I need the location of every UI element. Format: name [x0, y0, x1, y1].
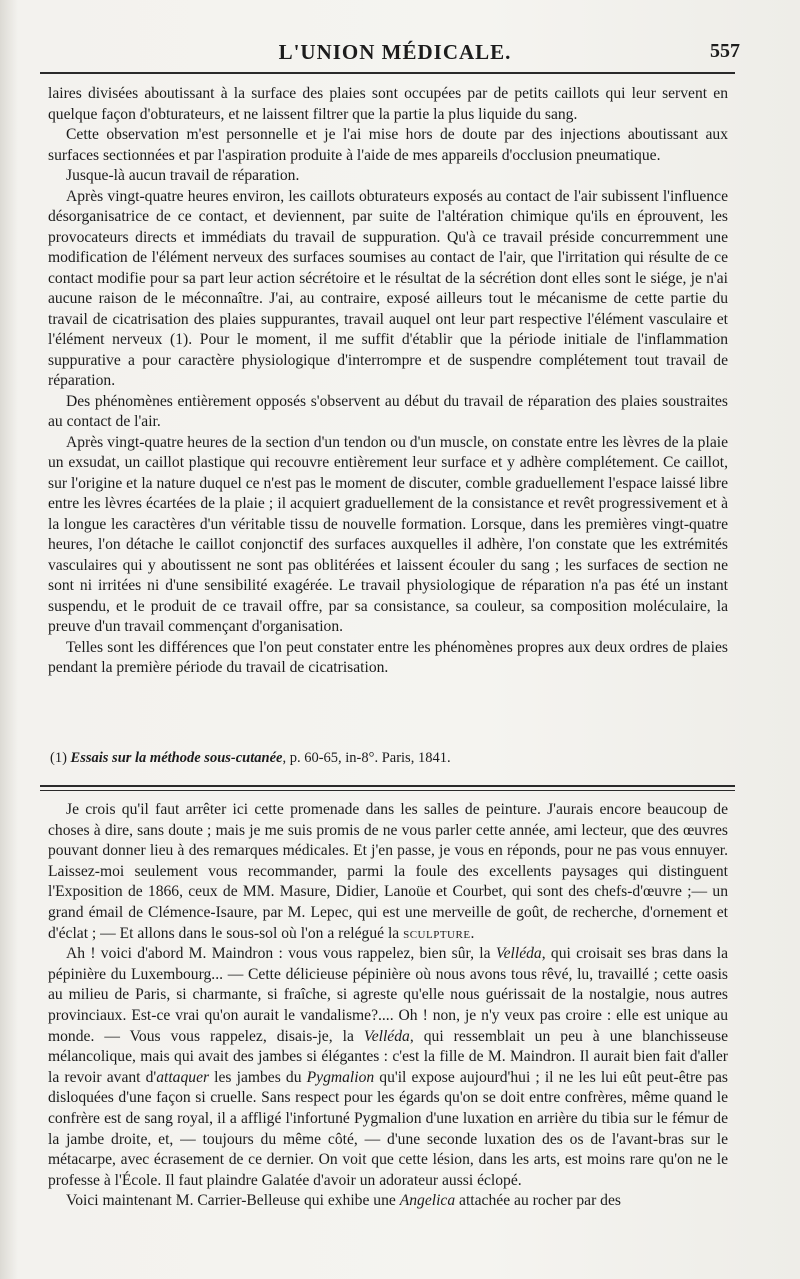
medical-article: [48, 84, 728, 679]
paragraph: [48, 800, 728, 944]
paragraph-text: Je crois qu'il faut arrêter ici cette promenade dans les salles de peinture. J'aurais encore beaucoup de choses à dire, sans doute ; mais je me suis promis de ne vous parler cette année, ami lecteur, que des œuvres pouvant donner lieu à des remarques médicales. Et j'en passe, je vous en réponds, pour ne pas vous ennuyer. Laissez-moi seulement vous recommander, parmi la foule des excellents paysages qui distinguent l'Exposition de 1866, ceux de MM. Masure, Didier, Lanoüe et Courbet, qui sont des chefs-d'œuvre ;— un grand émail de Clémence-Isaure, par M. Lepec, qui est une merveille de goût, de recherche, d'ornement et d'éclat ; — Et allons dans le sous-sol où l'on a relégué la: [48, 801, 728, 942]
paragraph-text: , qui croisait ses bras dans la pépinière du Luxembourg... — Cette délicieuse pépinière où nous avons tous rêvé, lu, travaillé ; cette oasis au milieu de Paris, si charmante, si fraîche, si agreste qu'elle nous guérissait de la nostalgie, nous autres provinciaux. Est-ce vrai qu'on aurait le vandalisme?.... Oh ! non, je n'y veux pas croire : elle est unique au monde. — Vous vous rappelez, disais-je, la: [48, 945, 728, 1045]
paragraph-text: , qui ressemblait un peu à une blanchisseuse mélancolique, mais qui avait des jambes si élégantes : c'est la fille de M. Maindron. Il aurait bien fait d'aller la revoir avant d': [48, 1027, 728, 1086]
italic-velleda: Velléda: [495, 945, 542, 963]
footnote-rest: , p. 60-65, in-8°. Paris, 1841.: [282, 750, 451, 766]
paragraph-text: qu'il expose aujourd'hui ; il ne les lui eût peut-être pas disloquées d'une façon si cruelle. Sans respect pour les égards qu'on se doit entre confrères, même quand le confrère est de sang royal, il a affligé l'infortuné Pygmalion d'une luxation en arrière du tibia sur le fémur de la jambe droite, et, — toujours du même côté, — d'une seconde luxation des os de l'avant-bras sur le métacarpe, avec écrasement de ce dernier. On voit que cette lésion, dans les arts, est moins rare qu'on ne le professe à l'École. Il faut plaindre Galatée d'avoir un adorateur aussi éclopé.: [48, 1068, 728, 1189]
paragraph: Telles sont les différences que l'on peut constater entre les phénomènes propres aux deux ordres de plaies pendant la première période du travail de cicatrisation.: [48, 638, 728, 676]
paragraph: laires divisées aboutissant à la surface des plaies sont occupées par de petits caillots qui leur servent en quelque façon d'obturateurs, et ne laissent filtrer que la partie la plus liquide du sang.: [48, 85, 728, 123]
paragraph-text: Voici maintenant M. Carrier-Belleuse qui exhibe une: [66, 1192, 400, 1210]
header-rule: [40, 72, 735, 74]
paragraph: Cette observation m'est personnelle et je l'ai mise hors de doute par des injections aboutissant aux surfaces sectionnées et par l'aspiration produite à l'aide de mes appareils d'occlusion pneumatique.: [48, 126, 728, 164]
running-title: L'UNION MÉDICALE.: [278, 40, 512, 64]
italic-angelica: Angelica: [399, 1192, 456, 1210]
paragraph-text: Ah ! voici d'abord M. Maindron : vous vous rappelez, bien sûr, la: [66, 945, 496, 963]
italic-attaquer: attaquer: [156, 1068, 210, 1086]
page-number: 557: [710, 40, 740, 62]
paragraph-text: les jambes du: [209, 1068, 307, 1086]
paragraph: [48, 944, 728, 1191]
paragraph: Après vingt-quatre heures de la section d'un tendon ou d'un muscle, on constate entre les lèvres de la plaie un exsudat, un caillot plastique qui recouvre entièrement leur surface et y adhère complétement. Ce caillot, sur l'origine et la nature duquel ce n'est pas le moment de discuter, comble graduellement l'espace laissé libre entre les lèvres écartées de la plaie ; il acquiert graduellement de la consistance et revêt progressivement et à la longue les caractères d'un véritable tissu de nouvelle formation. Lorsque, dans les premières vingt-quatre heures, l'on détache le caillot conjonctif des surfaces auxquelles il adhère, l'on constate que les extrémités vasculaires qui y aboutissent ne sont pas oblitérées et laissent écouler du sang ; les surfaces de section ne sont ni irritées ni d'une sensibilité exagérée. Le travail physiologique de réparation n'a pas été un instant suspendu, et le produit de ce travail offre, par sa consistance, sa couleur, sa composition moléculaire, la preuve d'un travail commençant d'organisation.: [48, 433, 728, 635]
paragraph-text: attachée au rocher par des: [455, 1192, 621, 1210]
footnote-title: Essais sur la méthode sous-cutanée: [70, 750, 283, 766]
italic-pygmalion: Pygmalion: [306, 1068, 375, 1086]
paragraph: Des phénomènes entièrement opposés s'observent au début du travail de réparation des plaies soustraites au contact de l'air.: [48, 392, 728, 430]
sculpture-word: sculpture.: [403, 924, 475, 942]
feuilleton-rule-lower: [40, 790, 735, 791]
paragraph: [48, 1191, 728, 1212]
page-header: [50, 40, 740, 70]
paragraph: Après vingt-quatre heures environ, les caillots obturateurs exposés au contact de l'air subissent l'influence désorganisatrice de ce contact, et deviennent, par suite de l'altération chimique qu'ils en éprouvent, les provocateurs directs et immédiats du travail de suppuration. Qu'à ce travail préside concurremment une modification de l'élément nerveux des surfaces soumises au contact de l'air, que l'irritation qui résulte de ce contact modifie pour sa part leur action sécrétoire et le résultat de la sécrétion dont elles sont le siége, je n'ai aucune raison de le méconnaître. J'ai, au contraire, exposé ailleurs tout le mécanisme de cette partie du travail de cicatrisation des plaies suppurantes, travail auquel ont leur part respective l'élément vasculaire et l'élément nerveux (1). Pour le moment, il me suffit d'établir que la période initiale de l'inflammation suppurative a pour caractère physiologique d'interrompre et de suspendre complétement tout travail de réparation.: [48, 187, 728, 389]
feuilleton-article: [48, 800, 728, 1212]
footnote-marker: (1): [50, 750, 67, 766]
feuilleton-rule-upper: [40, 785, 735, 787]
footnote: [50, 750, 730, 767]
italic-velleda: Velléda: [363, 1027, 410, 1045]
paragraph: Jusque-là aucun travail de réparation.: [66, 167, 300, 184]
